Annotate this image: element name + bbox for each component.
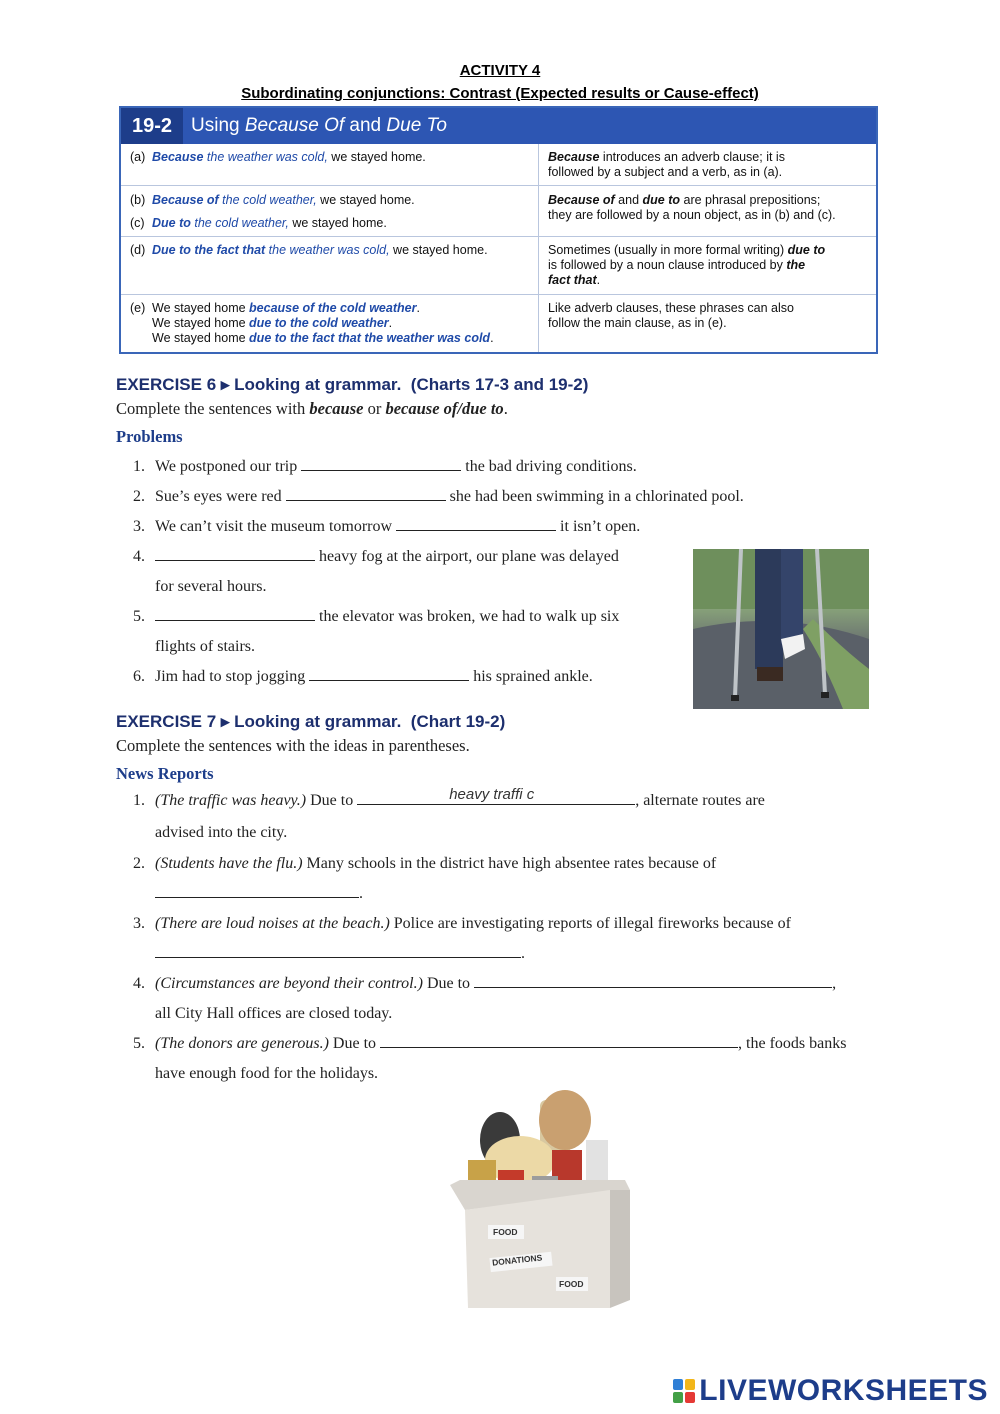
- answer-field[interactable]: heavy traffi c: [357, 792, 635, 805]
- chart-row-a-example: (a) Because the weather was cold, we stayed home.: [130, 150, 426, 164]
- exercise-7-item-2: 2. (Students have the flu.) Many schools in the district have high absentee rates because of: [133, 855, 717, 872]
- chart-row-d-example: (d) Due to the fact that the weather was cold, we stayed home.: [130, 243, 488, 257]
- exercise-7-instructions: Complete the sentences with the ideas in parentheses.: [116, 736, 470, 755]
- answer-blank[interactable]: [380, 1035, 738, 1048]
- grammar-chart: [119, 106, 878, 354]
- answer-blank[interactable]: [155, 548, 315, 561]
- exercise-6-item-2: 2. Sue’s eyes were red she had been swimming in a chlorinated pool.: [133, 488, 744, 505]
- answer-blank[interactable]: [155, 608, 315, 621]
- exercise-7-item-1: 1. (The traffic was heavy.) Due to heavy traffi c , alternate routes are: [133, 786, 765, 809]
- chart-row-e-note: Like adverb clauses, these phrases can also follow the main clause, as in (e).: [548, 301, 794, 330]
- exercise-6-heading: EXERCISE 6 ▸ Looking at grammar. (Charts 17-3 and 19-2): [116, 375, 589, 394]
- exercise-6-instructions: Complete the sentences with because or because of/due to.: [116, 399, 508, 418]
- exercise-6-item-5-cont: flights of stairs.: [155, 638, 255, 655]
- answer-blank[interactable]: [396, 518, 556, 531]
- crutches-photo: [693, 549, 869, 709]
- activity-subtitle: Subordinating conjunctions: Contrast (Expected results or Cause-effect): [241, 85, 759, 102]
- exercise-7-item-1-cont: advised into the city.: [155, 824, 288, 841]
- box-label-donations: DONATIONS: [491, 1252, 543, 1268]
- exercise-7-item-4-cont: all City Hall offices are closed today.: [155, 1005, 393, 1022]
- chart-row-d-note: Sometimes (usually in more formal writing) due to is followed by a noun clause introduced by the fact that.: [548, 243, 826, 287]
- chart-row-c-example: (c) Due to the cold weather, we stayed home.: [130, 216, 387, 230]
- exercise-6-item-4-cont: for several hours.: [155, 578, 267, 595]
- exercise-6-item-6: 6. Jim had to stop jogging his sprained ankle.: [133, 668, 593, 685]
- crutches-illustration: [693, 549, 869, 709]
- exercise-7-item-5: 5. (The donors are generous.) Due to , the foods banks: [133, 1035, 847, 1052]
- exercise-6-item-5: 5. the elevator was broken, we had to walk up six: [133, 608, 620, 625]
- exercise-7-heading: EXERCISE 7 ▸ Looking at grammar. (Chart 19-2): [116, 712, 506, 731]
- box-label-food-2: FOOD: [559, 1279, 584, 1289]
- liveworksheets-logo[interactable]: [673, 1374, 988, 1408]
- exercise-7-item-3: 3. (There are loud noises at the beach.) Police are investigating reports of illegal fireworks because of: [133, 915, 791, 932]
- answer-blank[interactable]: [286, 488, 446, 501]
- donation-box-illustration: [440, 1080, 632, 1310]
- chart-row-divider: [121, 236, 876, 237]
- chart-row-e-example: (e) We stayed home because of the cold weather. We stayed home due to the cold weather. We stayed home due to the fact that the weather was cold.: [130, 301, 494, 345]
- answer-blank[interactable]: [474, 975, 832, 988]
- chart-row-divider: [121, 185, 876, 186]
- chart-row-divider: [121, 294, 876, 295]
- answer-blank[interactable]: [155, 885, 359, 898]
- exercise-6-subheading: Problems: [116, 427, 183, 446]
- exercise-6-item-1: 1. We postponed our trip the bad driving conditions.: [133, 458, 637, 475]
- answer-blank[interactable]: [155, 945, 521, 958]
- exercise-7-item-2-cont: .: [155, 885, 363, 903]
- chart-number: 19-2: [121, 108, 183, 144]
- chart-row-bc-note: Because of and due to are phrasal prepositions; they are followed by a noun object, as in (b) and (c).: [548, 193, 836, 222]
- chart-row-b-example: (b) Because of the cold weather, we stayed home.: [130, 193, 415, 207]
- exercise-6-item-3: 3. We can’t visit the museum tomorrow it isn’t open.: [133, 518, 641, 535]
- answer-blank[interactable]: [309, 668, 469, 681]
- logo-text: LIVEWORKSHEETS: [699, 1374, 988, 1407]
- chart-column-divider: [538, 144, 539, 352]
- chart-row-a-note: Because introduces an adverb clause; it is followed by a subject and a verb, as in (a).: [548, 150, 785, 179]
- exercise-7-item-4: 4. (Circumstances are beyond their control.) Due to ,: [133, 975, 837, 992]
- box-label-food: FOOD: [493, 1227, 518, 1237]
- chart-title: Using Because Of and Due To: [191, 115, 447, 136]
- food-donation-box-photo: [440, 1080, 632, 1310]
- exercise-7-item-3-cont: .: [155, 945, 525, 963]
- exercise-6-item-4: 4. heavy fog at the airport, our plane was delayed: [133, 548, 619, 565]
- logo-badge-icon: [673, 1379, 695, 1403]
- activity-title: ACTIVITY 4: [459, 62, 541, 79]
- exercise-7-item-5-cont: have enough food for the holidays.: [155, 1065, 379, 1082]
- exercise-7-subheading: News Reports: [116, 764, 214, 783]
- answer-blank[interactable]: [301, 458, 461, 471]
